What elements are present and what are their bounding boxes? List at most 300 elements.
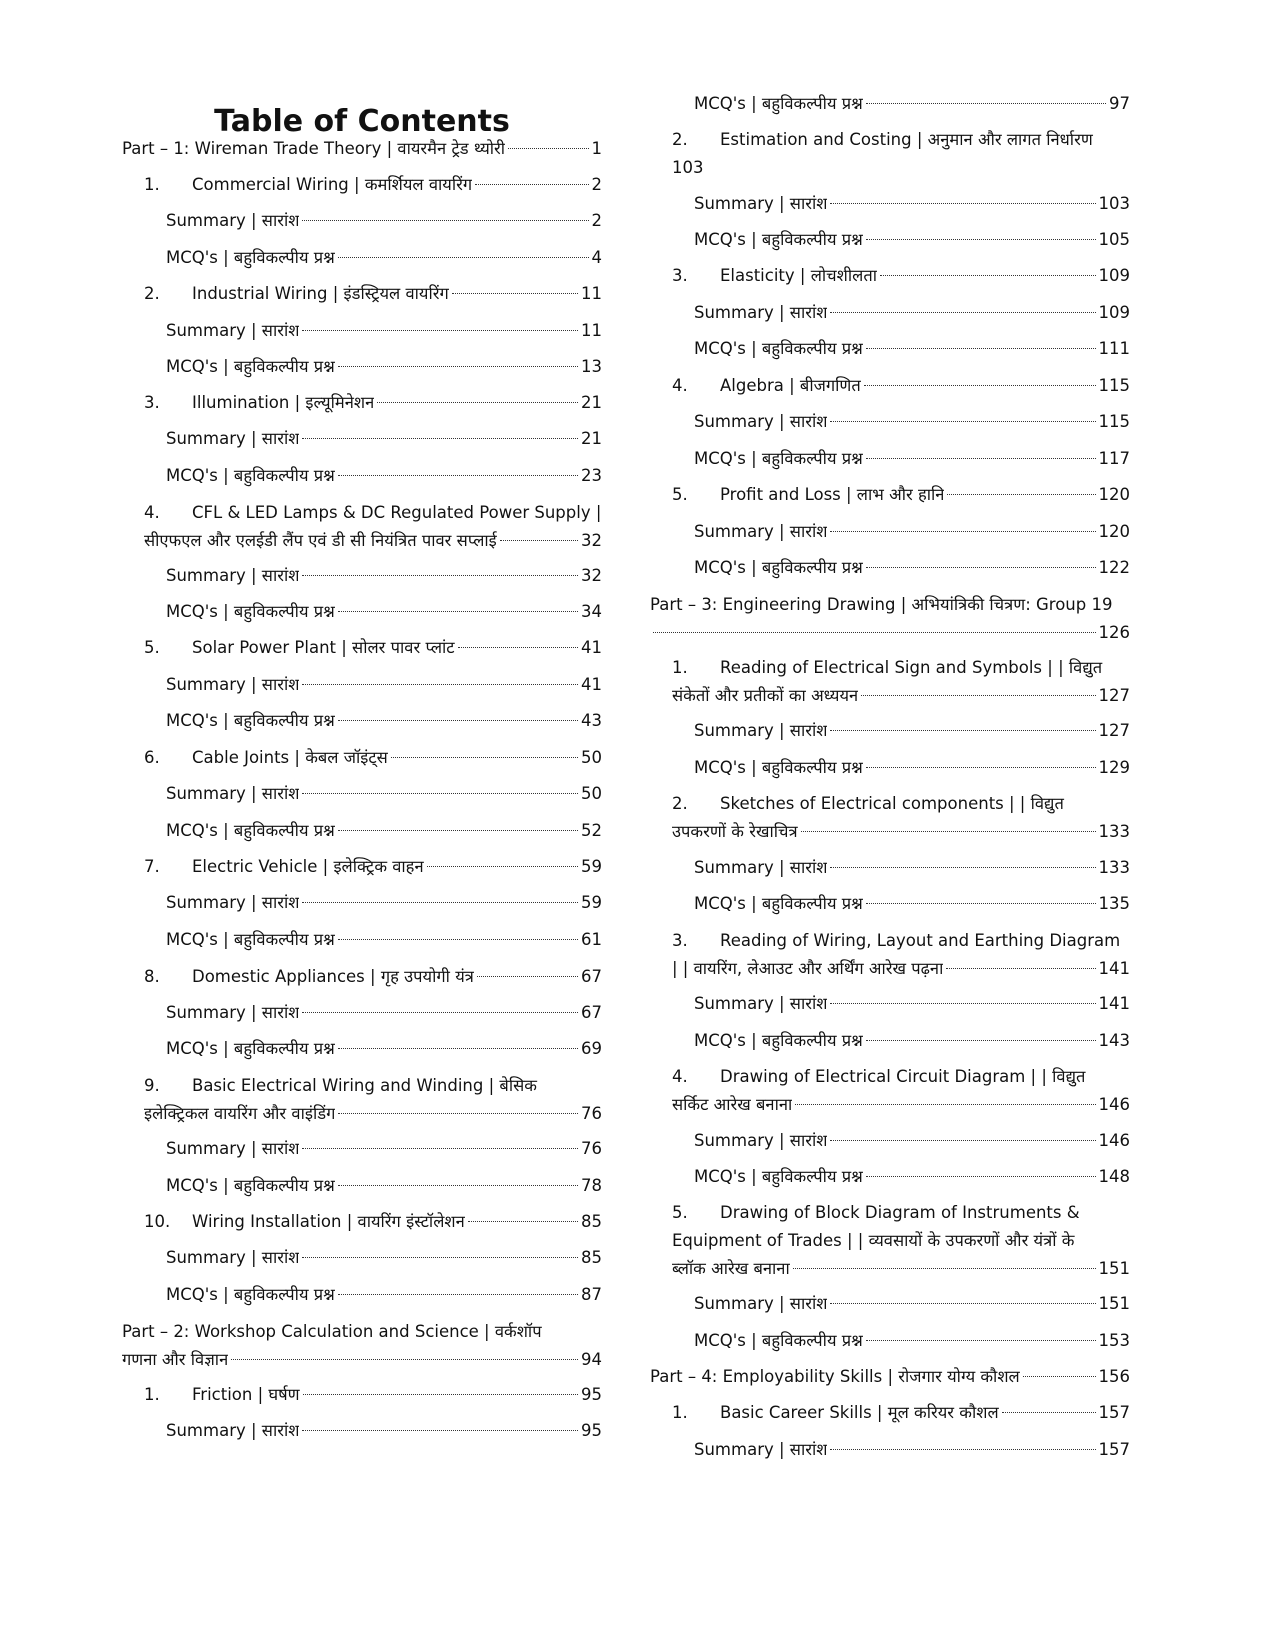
toc-entry-label [694,1127,827,1155]
toc-sub-entry[interactable] [166,671,602,699]
toc-entry-label [694,1327,863,1355]
toc-entry-number: 4. [144,503,160,522]
toc-page-number: 133 [1098,822,1130,841]
toc-entry-title: MCQ's | बहुविकल्पीय प्रश्न [694,1331,863,1350]
toc-entry-title-cont: Equipment of Trades | | व्यवसायों के उपकरणों और यंत्रों के [672,1231,1075,1250]
toc-sub-entry[interactable] [166,1135,602,1163]
toc-page-number: 50 [581,784,602,803]
toc-sub-entry[interactable] [166,1035,602,1063]
toc-chapter-entry[interactable] [144,1208,602,1236]
toc-sub-entry[interactable] [694,554,1130,582]
toc-page-number: 59 [581,893,602,912]
toc-chapter-entry[interactable] [144,171,602,199]
toc-entry-label [694,1290,827,1318]
dot-leader [830,203,1095,204]
dot-leader [302,1257,578,1258]
dot-leader [861,695,1095,696]
toc-entry-label [166,598,335,626]
toc-page-number: 87 [581,1285,602,1304]
toc-page-number: 157 [1098,1403,1130,1422]
dot-leader [338,257,589,258]
dot-leader [427,866,578,867]
toc-page-number: 95 [581,1385,602,1404]
toc-page-number: 109 [1098,266,1130,285]
toc-sub-entry[interactable] [694,1436,1130,1464]
toc-page-number: 146 [1098,1095,1130,1114]
toc-part-entry[interactable] [650,591,1130,647]
toc-entry-title: MCQ's | बहुविकल्पीय प्रश्न [166,357,335,376]
toc-page-number: 41 [581,675,602,694]
toc-entry-label [694,518,827,546]
toc-page-number: 76 [581,1104,602,1123]
toc-entry-title: Summary | सारांश [694,412,828,431]
dot-leader [231,1359,578,1360]
toc-entry-label [694,717,827,745]
toc-sub-entry[interactable] [166,598,602,626]
toc-page-number: 21 [581,429,602,448]
toc-chapter-entry[interactable] [672,1399,1130,1427]
dot-leader [468,1221,578,1222]
toc-entry-label [166,707,335,735]
toc-entry-label [144,1381,300,1409]
toc-sub-entry[interactable] [166,889,602,917]
toc-entry-number: 7. [144,857,160,876]
toc-entry-title-cont: ब्लॉक आरेख बनाना [672,1259,790,1278]
toc-sub-entry[interactable] [166,1417,602,1445]
toc-chapter-entry[interactable] [144,634,602,662]
toc-entry-label [166,317,299,345]
toc-chapter-entry[interactable] [144,280,602,308]
toc-page-number: 32 [581,531,602,550]
toc-entry-label [166,1172,335,1200]
toc-chapter-entry[interactable] [144,1381,602,1409]
toc-entry-title: Cable Joints | केबल जॉइंट्स [192,748,388,767]
toc-entry-number: 5. [144,638,160,657]
toc-chapter-entry[interactable] [144,744,602,772]
dot-leader [338,1113,578,1114]
page-title: Table of Contents [214,104,510,139]
toc-entry-title: MCQ's | बहुविकल्पीय प्रश्न [694,1167,863,1186]
toc-entry-label [694,90,863,118]
toc-entry-number: 4. [672,376,688,395]
toc-entry-line1 [672,927,1130,955]
toc-entry-label [122,135,505,163]
toc-entry-title: Summary | सारांश [694,994,828,1013]
toc-entry-number: 8. [144,967,160,986]
toc-entry-title: Basic Electrical Wiring and Winding | बेसिक [192,1076,537,1095]
toc-page-number: 133 [1098,858,1130,877]
dot-leader [338,366,578,367]
dot-leader [338,611,578,612]
toc-entry-title: MCQ's | बहुविकल्पीय प्रश्न [166,248,335,267]
toc-entry-title: Summary | सारांश [166,1139,300,1158]
toc-entry-number: 5. [672,485,688,504]
dot-leader [866,1340,1096,1341]
toc-sub-entry[interactable] [166,353,602,381]
toc-sub-entry[interactable] [694,717,1130,745]
toc-entry-title: MCQ's | बहुविकल्पीय प्रश्न [166,602,335,621]
toc-entry-title: Part – 1: Wireman Trade Theory | वायरमैन ट्रेड थ्योरी [122,139,506,158]
toc-sub-entry[interactable] [694,190,1130,218]
toc-entry-label [166,926,335,954]
toc-entry-label [166,817,335,845]
dot-leader [338,939,578,940]
toc-entry-number: 6. [144,748,160,767]
toc-sub-entry[interactable] [694,1290,1130,1318]
toc-page-number: 78 [581,1176,602,1195]
toc-page-number: 59 [581,857,602,876]
toc-chapter-entry[interactable] [672,481,1130,509]
toc-chapter-entry[interactable] [672,927,1130,983]
toc-page-number: 143 [1098,1031,1130,1050]
toc-page-number: 105 [1098,230,1130,249]
dot-leader [377,402,578,403]
toc-entry-label [694,854,827,882]
toc-page-number: 148 [1098,1167,1130,1186]
toc-entry-title-cont: संकेतों और प्रतीकों का अध्ययन [672,686,859,705]
toc-sub-entry[interactable] [166,1244,602,1272]
dot-leader [302,1012,578,1013]
toc-sub-entry[interactable] [694,299,1130,327]
toc-sub-entry[interactable] [694,518,1130,546]
toc-sub-entry[interactable] [694,90,1130,118]
toc-entry-title-cont: सीएफएल और एलईडी लैंप एवं डी सी नियंत्रित पावर सप्लाई [144,531,497,550]
toc-entry-title: MCQ's | बहुविकल्पीय प्रश्न [694,449,863,468]
toc-page-number: 85 [581,1248,602,1267]
toc-page-number: 117 [1098,449,1130,468]
toc-entry-line2 [144,1100,602,1128]
toc-entry-label [166,353,335,381]
toc-sub-entry[interactable] [166,926,602,954]
toc-part-entry[interactable] [650,1363,1130,1391]
toc-entry-title: Reading of Electrical Sign and Symbols | | विद्युत [720,658,1103,677]
dot-leader [830,531,1095,532]
dot-leader [653,632,1096,633]
toc-entry-title: Summary | सारांश [166,784,300,803]
toc-entry-label [144,963,474,991]
dot-leader [866,458,1096,459]
toc-entry-line2 [144,527,602,555]
toc-entry-line2 [672,682,1130,710]
toc-entry-label [694,1436,827,1464]
toc-entry-label [166,780,299,808]
toc-entry-title: Drawing of Electrical Circuit Diagram | | विद्युत [720,1067,1086,1086]
toc-sub-entry[interactable] [166,1281,602,1309]
dot-leader [302,330,578,331]
toc-entry-line1 [672,126,1130,154]
toc-page-number: 76 [581,1139,602,1158]
toc-entry-title: MCQ's | बहुविकल्पीय प्रश्न [694,94,863,113]
toc-entry-label [694,445,863,473]
toc-entry-title: Summary | सारांश [166,1421,300,1440]
toc-sub-entry[interactable] [166,1172,602,1200]
toc-entry-title: Summary | सारांश [166,429,300,448]
toc-entry-label [694,299,827,327]
toc-page-number: 97 [1109,94,1130,113]
dot-leader [866,1176,1096,1177]
toc-entry-title: Domestic Appliances | गृह उपयोगी यंत्र [192,967,474,986]
dot-leader [866,103,1106,104]
toc-page-number: 120 [1098,485,1130,504]
dot-leader [830,421,1095,422]
toc-page-number: 11 [581,321,602,340]
dot-leader [866,239,1096,240]
toc-entry-title: MCQ's | बहुविकल्पीय प्रश्न [166,711,335,730]
toc-page-number: 41 [581,638,602,657]
toc-page-number: 146 [1098,1131,1130,1150]
toc-entry-title: MCQ's | बहुविकल्पीय प्रश्न [694,758,863,777]
toc-entry-number: 4. [672,1067,688,1086]
dot-leader [508,148,588,149]
dot-leader [338,1185,578,1186]
toc-sub-entry[interactable] [694,754,1130,782]
dot-leader [830,1140,1095,1141]
toc-sub-entry[interactable] [694,990,1130,1018]
toc-sub-entry[interactable] [166,244,602,272]
toc-part-entry[interactable] [122,1318,602,1374]
toc-entry-title: Summary | सारांश [166,321,300,340]
toc-page-number: 156 [1098,1367,1130,1386]
toc-entry-title: Summary | सारांश [694,1294,828,1313]
toc-entry-number: 9. [144,1076,160,1095]
toc-entry-title: Summary | सारांश [694,522,828,541]
toc-entry-line1 [672,1199,1130,1227]
toc-sub-entry[interactable] [166,562,602,590]
toc-entry-title: MCQ's | बहुविकल्पीय प्रश्न [694,339,863,358]
toc-sub-entry[interactable] [694,1127,1130,1155]
toc-entry-line1 [672,790,1130,818]
toc-entry-title: Solar Power Plant | सोलर पावर प्लांट [192,638,455,657]
toc-page-number: 94 [581,1350,602,1369]
toc-chapter-entry[interactable] [672,654,1130,710]
toc-entry-line1 [672,1063,1130,1091]
toc-sub-entry[interactable] [166,707,602,735]
toc-entry-title: MCQ's | बहुविकल्पीय प्रश्न [694,894,863,913]
toc-entry-label [694,226,863,254]
toc-page-number: 115 [1098,376,1130,395]
toc-entry-title: Summary | सारांश [694,1131,828,1150]
toc-entry-title: Wiring Installation | वायरिंग इंस्टॉलेशन [192,1212,465,1231]
toc-entry-title-cont: गणना और विज्ञान [122,1350,229,1369]
toc-entry-title: MCQ's | बहुविकल्पीय प्रश्न [166,1039,335,1058]
toc-sub-entry[interactable] [694,335,1130,363]
toc-entry-title: Summary | सारांश [166,211,300,230]
dot-leader [458,647,578,648]
toc-entry-title: Illumination | इल्यूमिनेशन [192,393,375,412]
toc-sub-entry[interactable] [694,226,1130,254]
toc-entry-label [144,634,455,662]
toc-entry-title: MCQ's | बहुविकल्पीय प्रश्न [166,930,335,949]
toc-page-number: 103 [1098,194,1130,213]
toc-sub-entry[interactable] [694,854,1130,882]
toc-page-number: 2 [591,175,602,194]
dot-leader [338,830,578,831]
toc-sub-entry[interactable] [166,425,602,453]
toc-sub-entry[interactable] [694,1327,1130,1355]
toc-entry-title: Sketches of Electrical components | | विद्युत [720,794,1064,813]
dot-leader [302,793,578,794]
toc-entry-label [672,1399,999,1427]
toc-entry-label [694,754,863,782]
toc-sub-entry[interactable] [166,999,602,1027]
toc-entry-title: Industrial Wiring | इंडस्ट्रियल वायरिंग [192,284,449,303]
toc-chapter-entry[interactable] [672,372,1130,400]
toc-sub-entry[interactable] [694,890,1130,918]
dot-leader [1023,1376,1096,1377]
toc-sub-entry[interactable] [166,317,602,345]
dot-leader [866,1040,1096,1041]
toc-entry-number: 3. [672,931,688,950]
toc-entry-line2 [672,1255,1130,1283]
dot-leader [947,494,1095,495]
toc-entry-label [166,1417,299,1445]
toc-entry-title: Summary | सारांश [166,1003,300,1022]
toc-sub-entry[interactable] [694,408,1130,436]
dot-leader [795,1104,1095,1105]
toc-entry-line1 [122,1318,602,1346]
toc-entry-label [166,1281,335,1309]
toc-entry-number: 5. [672,1203,688,1222]
toc-entry-number: 1. [144,175,160,194]
dot-leader [500,540,578,541]
toc-entry-number: 3. [144,393,160,412]
toc-entry-title: MCQ's | बहुविकल्पीय प्रश्न [694,558,863,577]
toc-page-number: 151 [1098,1259,1130,1278]
toc-entry-title: Summary | सारांश [166,566,300,585]
dot-leader [302,902,578,903]
toc-page-number: 120 [1098,522,1130,541]
dot-leader [302,1148,578,1149]
toc-page-number: 135 [1098,894,1130,913]
toc-page-number: 122 [1098,558,1130,577]
dot-leader [864,385,1096,386]
toc-part-entry[interactable] [122,135,602,163]
toc-entry-label [166,1244,299,1272]
toc-page-number: 1 [591,139,602,158]
toc-entry-title-cont: सर्किट आरेख बनाना [672,1095,793,1114]
toc-entry-label [166,889,299,917]
toc-entry-title: Summary | सारांश [166,1248,300,1267]
toc-entry-line2 [672,818,1130,846]
toc-entry-label [694,335,863,363]
toc-entry-number: 2. [672,794,688,813]
toc-sub-entry[interactable] [166,462,602,490]
toc-entry-title: Friction | घर्षण [192,1385,300,1404]
toc-page-number: 43 [581,711,602,730]
toc-chapter-entry[interactable] [144,1072,602,1128]
toc-entry-title: Reading of Wiring, Layout and Earthing Diagram [720,931,1121,950]
toc-entry-title: Electric Vehicle | इलेक्ट्रिक वाहन [192,857,424,876]
dot-leader [302,1430,578,1431]
toc-entry-number: 3. [672,266,688,285]
toc-sub-entry[interactable] [166,207,602,235]
toc-page-number: 85 [581,1212,602,1231]
toc-entry-label [166,244,335,272]
toc-entry-line1 [144,1072,602,1100]
toc-entry-label [166,671,299,699]
toc-page-number: 67 [581,967,602,986]
toc-page-number: 141 [1098,959,1130,978]
toc-chapter-entry[interactable] [144,963,602,991]
toc-entry-title: Summary | सारांश [166,893,300,912]
dot-leader [303,1394,578,1395]
toc-entry-number: 2. [144,284,160,303]
dot-leader [391,757,578,758]
toc-entry-title: Commercial Wiring | कमर्शियल वायरिंग [192,175,473,194]
dot-leader [452,293,578,294]
toc-entry-label [144,853,424,881]
toc-page-number: 127 [1098,686,1130,705]
dot-leader [793,1268,1096,1269]
toc-entry-title: Summary | सारांश [694,194,828,213]
toc-entry-line2 [672,154,1130,182]
toc-entry-label [650,1363,1020,1391]
toc-chapter-entry[interactable] [144,389,602,417]
toc-entry-label [694,190,827,218]
toc-page-number: 153 [1098,1331,1130,1350]
toc-entry-line-mid [672,1227,1130,1255]
toc-page-number: 141 [1098,994,1130,1013]
dot-leader [830,730,1095,731]
toc-entry-label [166,1135,299,1163]
toc-page-number: 69 [581,1039,602,1058]
toc-entry-number: 10. [144,1212,171,1231]
toc-sub-entry[interactable] [694,1163,1130,1191]
toc-entry-label [166,999,299,1027]
toc-entry-line1 [650,591,1130,619]
toc-chapter-entry[interactable] [144,853,602,881]
toc-entry-number: 1. [672,1403,688,1422]
toc-sub-entry[interactable] [166,780,602,808]
toc-page-number: 11 [581,284,602,303]
toc-entry-title: Summary | सारांश [694,303,828,322]
dot-leader [302,438,578,439]
toc-entry-title: MCQ's | बहुविकल्पीय प्रश्न [694,230,863,249]
toc-chapter-entry[interactable] [672,126,1130,182]
toc-entry-title: Profit and Loss | लाभ और हानि [720,485,945,504]
toc-entry-title-cont: | | वायरिंग, लेआउट और अर्थिंग आरेख पढ़ना [672,959,944,978]
toc-chapter-entry[interactable] [672,790,1130,846]
toc-chapter-entry[interactable] [672,1199,1130,1283]
toc-sub-entry[interactable] [694,445,1130,473]
toc-entry-label [672,262,877,290]
toc-page-number: 61 [581,930,602,949]
toc-page-number: 115 [1098,412,1130,431]
toc-page-number: 50 [581,748,602,767]
dot-leader [946,968,1095,969]
dot-leader [338,1048,578,1049]
toc-entry-title: Summary | सारांश [166,675,300,694]
toc-sub-entry[interactable] [166,817,602,845]
toc-entry-number: 1. [672,658,688,677]
toc-entry-label [144,171,472,199]
toc-entry-title: Summary | सारांश [694,721,828,740]
toc-entry-title-cont: इलेक्ट्रिकल वायरिंग और वाइंडिंग [144,1104,336,1123]
toc-entry-line2 [122,1346,602,1374]
toc-entry-label [672,481,944,509]
toc-entry-title: Summary | सारांश [694,858,828,877]
toc-entry-title: Part – 4: Employability Skills | रोजगार योग्य कौशल [650,1367,1020,1386]
toc-chapter-entry[interactable] [672,262,1130,290]
toc-chapter-entry[interactable] [672,1063,1130,1119]
toc-sub-entry[interactable] [694,1027,1130,1055]
toc-page-number: 111 [1098,339,1130,358]
toc-chapter-entry[interactable] [144,499,602,555]
toc-page-number: 4 [591,248,602,267]
toc-page-number: 2 [591,211,602,230]
toc-entry-line2 [650,619,1130,647]
dot-leader [475,184,588,185]
